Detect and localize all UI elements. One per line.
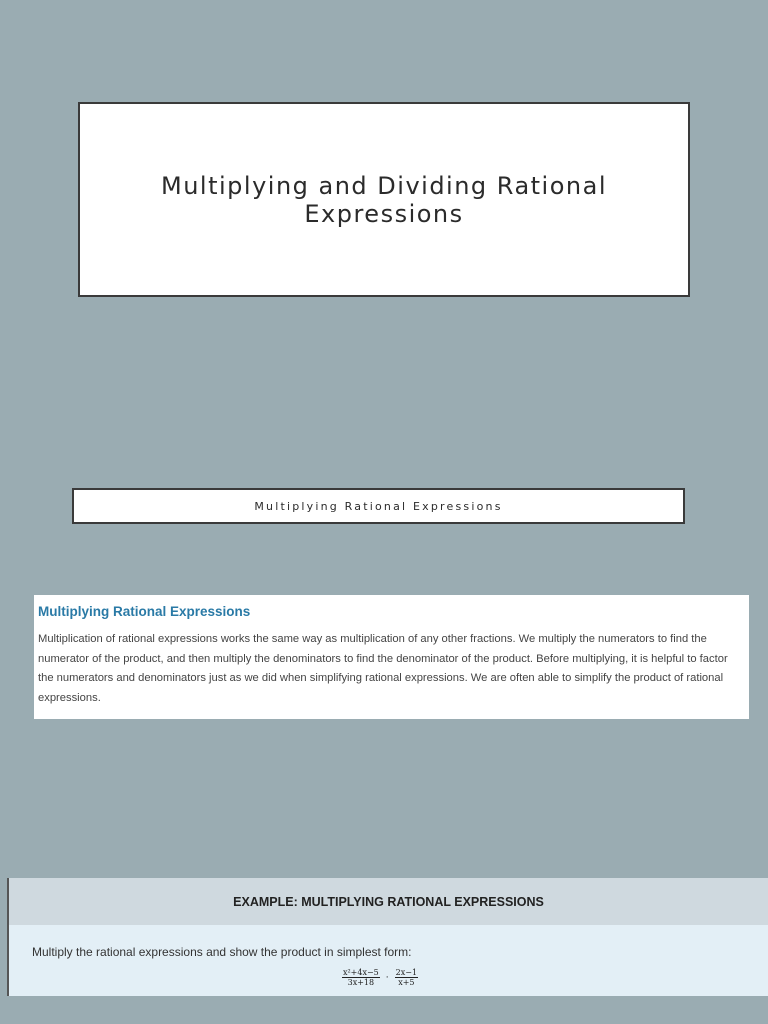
slide-title-line2: Expressions xyxy=(304,199,464,228)
example-header xyxy=(9,878,768,925)
fraction-2-denominator: x+5 xyxy=(398,978,415,987)
text-block xyxy=(34,595,749,719)
multiply-operator: · xyxy=(385,972,389,983)
slide-title-line1: Multiplying and Dividing Rational xyxy=(161,171,607,200)
fraction-2-numerator: 2x−1 xyxy=(395,968,418,977)
fraction-1-numerator: x²+4x−5 xyxy=(342,968,379,977)
fraction-2 xyxy=(395,968,418,987)
section-banner xyxy=(72,488,685,524)
slide-title xyxy=(161,172,607,228)
example-panel xyxy=(7,878,768,996)
text-block-body: Multiplication of rational expressions works the same way as multiplication of any other fractions. We multiply the numerators to find the numerator of the product, and then multiply the denominators to find the denominator of the product. Before multiplying, it is helpful to factor the numerators and denominators just as we did when simplifying rational expressions. We are often able to simplify the product of rational expressions. xyxy=(38,633,728,704)
fraction-1-denominator: 3x+18 xyxy=(347,978,375,987)
math-expression xyxy=(32,968,768,987)
example-prompt: Multiply the rational expressions and show the product in simplest form: xyxy=(32,945,412,959)
fraction-1 xyxy=(342,968,380,987)
section-banner-label: Multiplying Rational Expressions xyxy=(254,499,503,513)
title-slide xyxy=(78,102,690,297)
text-block-heading: Multiplying Rational Expressions xyxy=(38,604,251,619)
example-body xyxy=(9,925,768,996)
example-header-label: EXAMPLE: MULTIPLYING RATIONAL EXPRESSIONS xyxy=(233,894,544,909)
